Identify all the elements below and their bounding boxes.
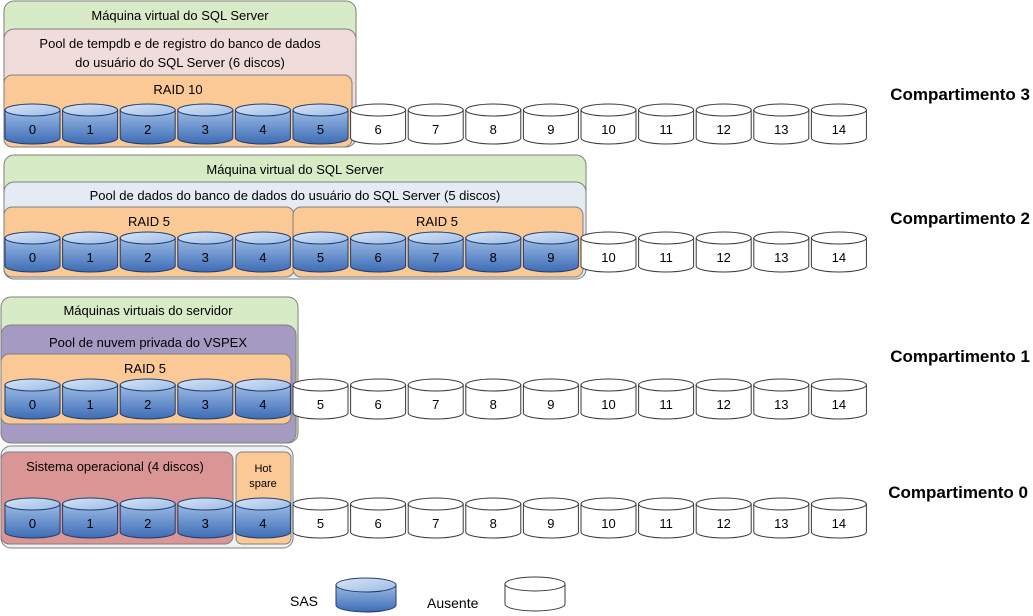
disk-number: 10 <box>601 122 616 137</box>
disk-number: 0 <box>28 516 37 531</box>
shelf-2-pool-label: Pool de dados do banco de dados do usuário do SQL Server (5 discos) <box>89 188 501 203</box>
disk-14 <box>811 379 866 419</box>
disk-number: 11 <box>659 122 673 137</box>
disk-number: 14 <box>831 250 847 265</box>
disk-3 <box>178 104 233 144</box>
disk-number: 12 <box>716 250 731 265</box>
shelf-1-group <box>1 297 1030 443</box>
disk-11 <box>639 104 694 144</box>
disk-number: 9 <box>547 397 555 412</box>
shelf-1-disk-row <box>5 379 866 419</box>
disk-number: 10 <box>601 397 616 412</box>
disk-number: 13 <box>774 516 789 531</box>
absent-disk-icon <box>505 577 565 611</box>
disk-number: 4 <box>259 516 267 531</box>
disk-number: 1 <box>86 397 94 412</box>
disk-7 <box>408 379 463 419</box>
disk-13 <box>754 498 809 538</box>
disk-number: 3 <box>201 250 209 265</box>
disk-number: 0 <box>28 250 37 265</box>
shelf-3-group <box>4 1 1030 147</box>
disk-number: 9 <box>547 122 555 137</box>
disk-11 <box>639 232 694 272</box>
disk-number: 12 <box>716 516 731 531</box>
disk-1 <box>63 104 118 144</box>
disk-number: 5 <box>316 122 325 137</box>
legend-sas-label: SAS <box>290 593 319 609</box>
disk-1 <box>63 498 118 538</box>
disk-number: 6 <box>374 122 382 137</box>
disk-12 <box>696 104 751 144</box>
disk-13 <box>754 104 809 144</box>
disk-7 <box>408 232 463 272</box>
disk-0 <box>5 379 60 419</box>
disk-5 <box>293 498 348 538</box>
disk-6 <box>351 379 406 419</box>
disk-number: 7 <box>432 122 440 137</box>
disk-2 <box>120 498 175 538</box>
disk-12 <box>696 498 751 538</box>
disk-number: 5 <box>316 397 325 412</box>
shelf-1-pool-label: Pool de nuvem privada do VSPEX <box>48 335 248 350</box>
disk-10 <box>581 498 636 538</box>
disk-14 <box>811 232 866 272</box>
disk-number: 14 <box>831 516 847 531</box>
disk-number: 13 <box>774 250 789 265</box>
disk-2 <box>120 232 175 272</box>
disk-number: 9 <box>547 250 555 265</box>
disk-number: 8 <box>489 397 497 412</box>
disk-10 <box>581 379 636 419</box>
shelf-2-raid-label-a: RAID 5 <box>128 214 170 229</box>
disk-1 <box>63 232 118 272</box>
disk-number: 7 <box>432 250 440 265</box>
disk-number: 4 <box>259 122 267 137</box>
disk-number: 6 <box>374 516 382 531</box>
disk-11 <box>639 498 694 538</box>
disk-4 <box>235 104 290 144</box>
shelf-3-vm-label: Máquina virtual do SQL Server <box>91 8 269 23</box>
disk-4 <box>235 498 290 538</box>
shelf-3-disk-row <box>5 104 866 144</box>
disk-number: 14 <box>831 397 847 412</box>
shelf-0-hot-spare-label-line-1: Hot <box>254 463 272 475</box>
shelf-3-label: Compartimento 3 <box>890 85 1030 104</box>
disk-number: 3 <box>201 122 209 137</box>
disk-6 <box>351 104 406 144</box>
disk-1 <box>63 379 118 419</box>
disk-10 <box>581 104 636 144</box>
shelf-2-disk-row <box>5 232 866 272</box>
disk-6 <box>351 498 406 538</box>
disk-number: 1 <box>86 122 94 137</box>
shelf-3-pool-label-line-1: Pool de tempdb e de registro do banco de dados <box>39 36 321 51</box>
disk-6 <box>351 232 406 272</box>
disk-0 <box>5 104 60 144</box>
shelf-3-raid-label: RAID 10 <box>153 82 203 97</box>
disk-14 <box>811 498 866 538</box>
disk-2 <box>120 379 175 419</box>
disk-5 <box>293 104 348 144</box>
disk-3 <box>178 232 233 272</box>
disk-13 <box>754 379 809 419</box>
disk-8 <box>466 232 521 272</box>
shelf-0-label: Compartimento 0 <box>888 483 1028 502</box>
shelf-1-vm-label: Máquinas virtuais do servidor <box>63 303 233 318</box>
shelf-1-raid-label: RAID 5 <box>124 361 166 376</box>
disk-5 <box>293 379 348 419</box>
disk-number: 7 <box>432 397 440 412</box>
disk-number: 13 <box>774 122 789 137</box>
disk-number: 0 <box>28 122 37 137</box>
shelf-2-label: Compartimento 2 <box>890 209 1030 228</box>
shelf-0-group <box>1 446 1028 548</box>
disk-number: 1 <box>86 516 94 531</box>
disk-number: 2 <box>144 122 152 137</box>
shelf-1-label: Compartimento 1 <box>890 347 1030 366</box>
disk-8 <box>466 498 521 538</box>
disk-number: 14 <box>831 122 847 137</box>
disk-9 <box>523 379 578 419</box>
disk-2 <box>120 104 175 144</box>
legend-absent-disk <box>505 577 565 611</box>
disk-number: 11 <box>659 397 673 412</box>
legend-absent-label: Ausente <box>427 595 479 611</box>
disk-12 <box>696 232 751 272</box>
shelf-2-group <box>4 155 1030 279</box>
disk-9 <box>523 498 578 538</box>
disk-number: 2 <box>144 516 152 531</box>
disk-number: 5 <box>316 516 325 531</box>
disk-13 <box>754 232 809 272</box>
disk-8 <box>466 104 521 144</box>
disk-3 <box>178 379 233 419</box>
shelf-0-hot-spare-label-line-2: spare <box>249 478 277 490</box>
disk-number: 8 <box>489 250 497 265</box>
disk-8 <box>466 379 521 419</box>
disk-number: 8 <box>489 122 497 137</box>
shelf-3-pool-label-line-2: do usuário do SQL Server (6 discos) <box>75 55 285 70</box>
sas-disk-icon <box>336 578 396 612</box>
disk-number: 13 <box>774 397 789 412</box>
disk-number: 4 <box>259 250 267 265</box>
disk-11 <box>639 379 694 419</box>
shelf-0-os-label: Sistema operacional (4 discos) <box>26 459 204 474</box>
disk-number: 5 <box>316 250 325 265</box>
disk-4 <box>235 232 290 272</box>
shelf-2-raid-label-b: RAID 5 <box>416 214 458 229</box>
disk-14 <box>811 104 866 144</box>
disk-9 <box>523 104 578 144</box>
disk-number: 1 <box>86 250 94 265</box>
disk-7 <box>408 498 463 538</box>
disk-number: 3 <box>201 516 209 531</box>
disk-number: 12 <box>716 397 731 412</box>
disk-number: 2 <box>144 397 152 412</box>
disk-number: 12 <box>716 122 731 137</box>
disk-number: 7 <box>432 516 440 531</box>
disk-0 <box>5 498 60 538</box>
disk-number: 9 <box>547 516 555 531</box>
disk-number: 3 <box>201 397 209 412</box>
disk-number: 10 <box>601 250 616 265</box>
disk-7 <box>408 104 463 144</box>
disk-number: 0 <box>28 397 37 412</box>
disk-number: 2 <box>144 250 152 265</box>
disk-5 <box>293 232 348 272</box>
disk-10 <box>581 232 636 272</box>
disk-12 <box>696 379 751 419</box>
shelf-2-vm-label: Máquina virtual do SQL Server <box>206 162 384 177</box>
disk-number: 11 <box>659 516 673 531</box>
disk-9 <box>523 232 578 272</box>
disk-number: 10 <box>601 516 616 531</box>
legend-sas-disk <box>336 578 396 612</box>
disk-number: 4 <box>259 397 267 412</box>
disk-3 <box>178 498 233 538</box>
disk-0 <box>5 232 60 272</box>
disk-number: 6 <box>374 397 382 412</box>
legend <box>290 577 565 612</box>
disk-number: 6 <box>374 250 382 265</box>
disk-number: 8 <box>489 516 497 531</box>
disk-4 <box>235 379 290 419</box>
disk-number: 11 <box>659 250 673 265</box>
shelf-0-disk-row <box>5 498 866 538</box>
